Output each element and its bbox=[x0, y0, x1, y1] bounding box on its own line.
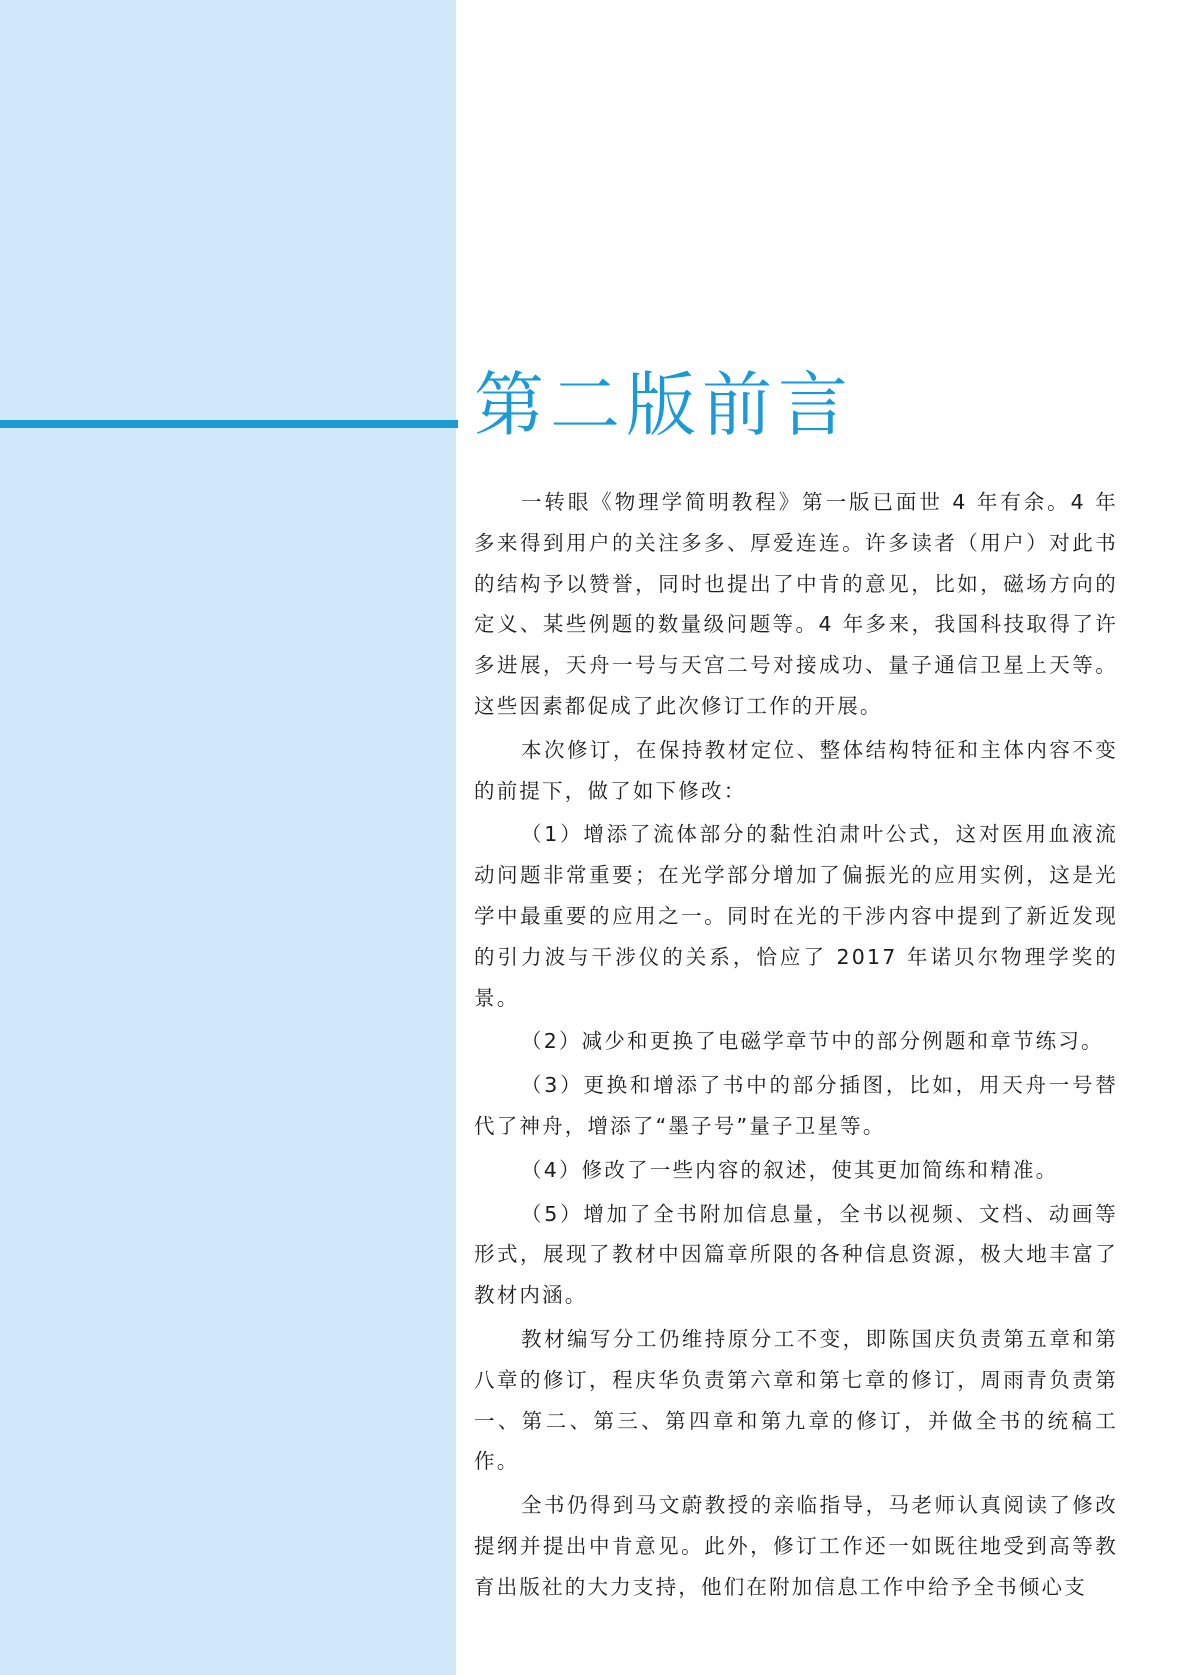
title-rule-line bbox=[0, 420, 458, 428]
paragraph-change-1: （1）增添了流体部分的黏性泊肃叶公式，这对医用血液流动问题非常重要；在光学部分增加了偏振光的应用实例，这是光学中最重要的应用之一。同时在光的干涉内容中提到了新近发现的引力波与干涉仪的关系，恰应了 2017 年诺贝尔物理学奖的景。 bbox=[474, 822, 1118, 1010]
paragraph-intro: 一转眼《物理学简明教程》第一版已面世 4 年有余。4 年多来得到用户的关注多多、厚爱连连。许多读者（用户）对此书的结构予以赞誉，同时也提出了中肯的意见，比如，磁场方向的定义、某些例题的数量级问题等。4 年多来，我国科技取得了许多进展，天舟一号与天宫二号对接成功、量子通信卫星上天等。这些因素都促成了此次修订工作的开展。 bbox=[474, 490, 1118, 718]
paragraph-acknowledgement: 全书仍得到马文蔚教授的亲临指导，马老师认真阅读了修改提纲并提出中肯意见。此外，修订工作还一如既往地受到高等教育出版社的大力支持，他们在附加信息工作中给予全书倾心支 bbox=[474, 1493, 1118, 1599]
paragraph-change-4: （4）修改了一些内容的叙述，使其更加简练和精准。 bbox=[521, 1157, 1059, 1182]
paragraph-change-3: （3）更换和增添了书中的部分插图，比如，用天舟一号替代了神舟，增添了“墨子号”量子卫星等。 bbox=[474, 1073, 1118, 1138]
paragraph-change-5: （5）增加了全书附加信息量，全书以视频、文档、动画等形式，展现了教材中因篇章所限的各种信息资源，极大地丰富了教材内涵。 bbox=[474, 1201, 1118, 1308]
side-color-band bbox=[0, 0, 456, 1675]
paragraph-change-2: （2）减少和更换了电磁学章节中的部分例题和章节练习。 bbox=[521, 1029, 1104, 1054]
page-title: 第二版前言 bbox=[474, 364, 854, 446]
paragraph-revision-scope: 本次修订，在保持教材定位、整体结构特征和主体内容不变的前提下，做了如下修改： bbox=[474, 737, 1118, 803]
preface-body bbox=[474, 482, 1118, 1611]
paragraph-authors: 教材编写分工仍维持原分工不变，即陈国庆负责第五章和第八章的修订，程庆华负责第六章和第七章的修订，周雨青负责第一、第二、第三、第四章和第九章的修订，并做全书的统稿工作。 bbox=[474, 1326, 1118, 1474]
